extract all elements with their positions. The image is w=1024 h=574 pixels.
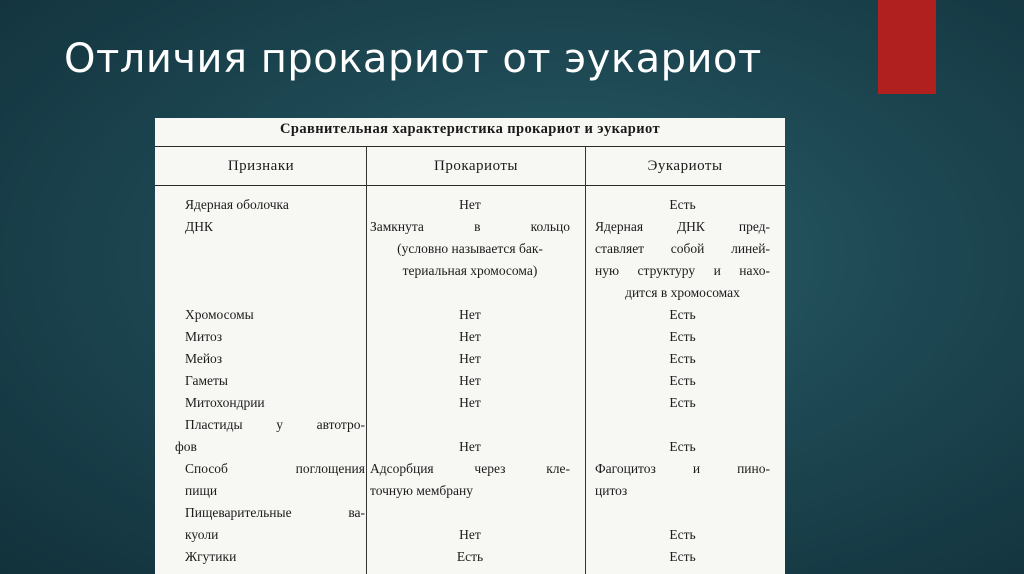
header-features: Признаки — [227, 158, 295, 174]
feature-cell: Мейоз — [185, 351, 223, 366]
table-title: Сравнительная характеристика прокариот и эукариот — [280, 121, 660, 137]
prokaryotes-cell: Есть — [456, 549, 484, 564]
prokaryotes-cell: Нет — [459, 373, 481, 388]
prokaryotes-cell: Нет — [459, 395, 481, 410]
prokaryotes-cell: Нет — [459, 329, 481, 344]
eukaryotes-cell: Есть — [669, 307, 696, 322]
eukaryotes-cell: Ядерная ДНК пред- ставляет собой линей- ную структуру и нахо- дится в хромосомах — [595, 219, 770, 300]
slide-title: Отличия прокариот от эукариот — [64, 36, 762, 82]
feature-cell: Митохондрии — [185, 395, 265, 410]
feature-cell: Ядерная оболочка — [185, 197, 289, 212]
feature-cell: Хромосомы — [185, 307, 254, 322]
prokaryotes-cell: Нет — [459, 351, 481, 366]
accent-bar — [878, 0, 936, 94]
eukaryotes-cell: Фагоцитоз и пино- цитоз — [595, 461, 770, 498]
prokaryotes-cell: Нет — [459, 307, 481, 322]
header-eukaryotes: Эукариоты — [647, 158, 723, 174]
eukaryotes-cell: Есть — [669, 197, 696, 212]
feature-cell: Пластиды у автотро- фов — [175, 417, 365, 454]
feature-cell: Гаметы — [185, 373, 228, 388]
prokaryotes-cell: Нет — [459, 197, 481, 212]
eukaryotes-cell: Есть — [669, 527, 696, 542]
feature-cell: Митоз — [185, 329, 223, 344]
eukaryotes-cell: Есть — [669, 373, 696, 388]
prokaryotes-cell: Нет — [459, 527, 481, 542]
column-divider — [585, 146, 586, 574]
comparison-table-image — [155, 118, 785, 574]
feature-cell: Жгутики — [185, 549, 237, 564]
eukaryotes-cell: Есть — [669, 395, 696, 410]
prokaryotes-cell: Адсорбция через кле- точную мембрану — [370, 461, 570, 498]
eukaryotes-cell: Есть — [669, 329, 696, 344]
feature-cell: Способ поглощения пищи — [185, 461, 365, 498]
eukaryotes-cell: Есть — [669, 439, 696, 454]
prokaryotes-cell: Замкнута в кольцо (условно называется бак- териальная хромосома) — [370, 219, 570, 278]
feature-cell: ДНК — [185, 219, 213, 234]
column-divider — [366, 146, 367, 574]
header-prokaryotes: Прокариоты — [433, 158, 518, 174]
prokaryotes-cell: Нет — [459, 439, 481, 454]
eukaryotes-cell: Есть — [669, 351, 696, 366]
table-header-row — [155, 146, 785, 186]
feature-cell: Пищеварительные ва- куоли — [185, 505, 365, 542]
eukaryotes-cell: Есть — [669, 549, 696, 564]
